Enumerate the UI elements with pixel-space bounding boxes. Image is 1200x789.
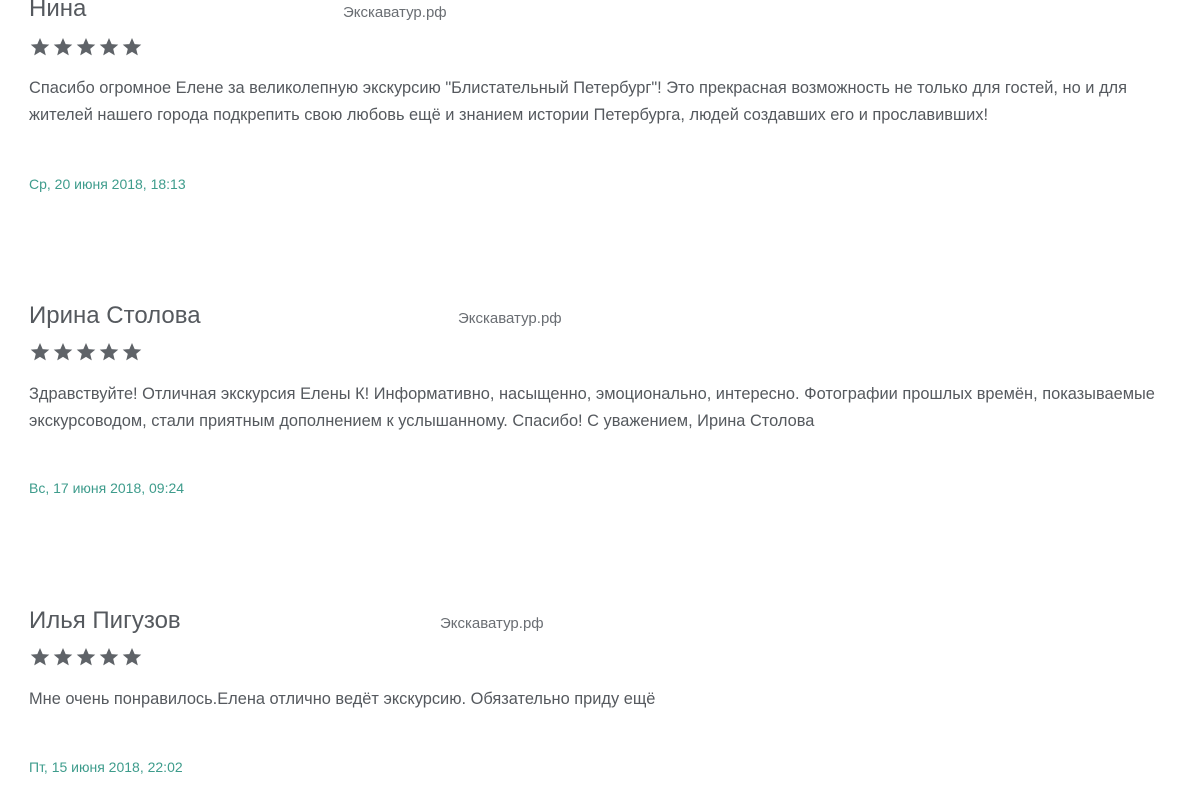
star-icon (98, 341, 120, 363)
star-icon (75, 341, 97, 363)
star-icon (29, 36, 51, 58)
star-icon (52, 341, 74, 363)
review-rating (29, 36, 143, 58)
review-text: Мне очень понравилось.Елена отлично ведёт экскурсию. Обязательно приду ещё (29, 690, 656, 708)
review-source: Экскаватур.рф (458, 310, 562, 327)
review-author: Нина (29, 0, 87, 22)
star-icon (75, 36, 97, 58)
review-author: Ирина Столова (29, 302, 201, 329)
review-date: Ср, 20 июня 2018, 18:13 (29, 176, 186, 192)
review-text: Здравствуйте! Отличная экскурсия Елены К! Информативно, насыщенно, эмоционально, интересно. Фотографии прошлых времён, показываемые экскурсоводом, стали приятным дополнением к услышанному. Спасибо! С уважением, Ирина Столова (29, 385, 1155, 430)
review-date: Пт, 15 июня 2018, 22:02 (29, 759, 183, 775)
star-icon (75, 646, 97, 668)
star-icon (98, 646, 120, 668)
review-rating (29, 341, 143, 363)
star-icon (98, 36, 120, 58)
review-author: Илья Пигузов (29, 607, 181, 634)
star-icon (29, 646, 51, 668)
star-icon (121, 646, 143, 668)
review-text: Спасибо огромное Елене за великолепную экскурсию "Блистательный Петербург"! Это прекрасная возможность не только для гостей, но и для жителей нашего города подкрепить свою любовь ещё и знанием истории Петербурга, людей создавших его и прославивших! (29, 79, 1127, 124)
review-date: Вс, 17 июня 2018, 09:24 (29, 480, 185, 496)
star-icon (121, 341, 143, 363)
review-source: Экскаватур.рф (343, 4, 447, 21)
review-source: Экскаватур.рф (440, 615, 544, 632)
star-icon (52, 646, 74, 668)
star-icon (121, 36, 143, 58)
star-icon (29, 341, 51, 363)
star-icon (52, 36, 74, 58)
review-rating (29, 646, 143, 668)
